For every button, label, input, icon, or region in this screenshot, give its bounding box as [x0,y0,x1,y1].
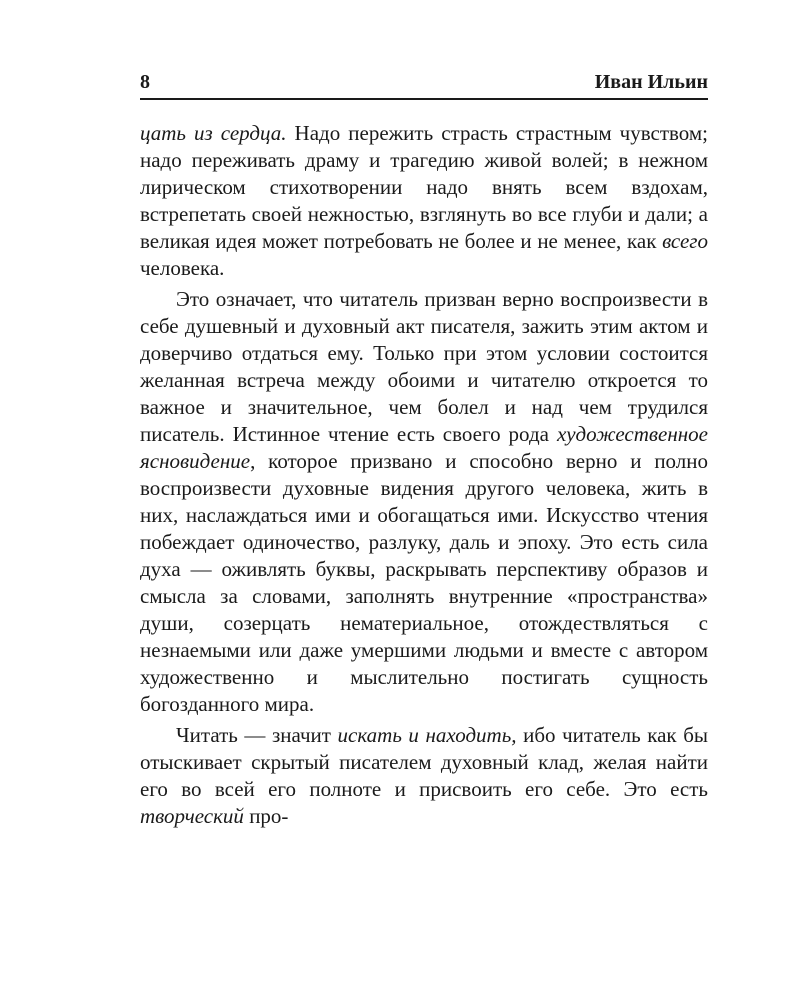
text-run: Это означает, что читатель призван верно воспроизвести в себе душевный и духовный акт писателя, зажить этим актом и доверчиво отдаться ему. Только при этом условии состоится желанная встреча между обоими и читателю откроется то важное и значительное, чем болел и над чем трудился писатель. Истинное чтение есть своего рода [140,287,708,446]
paragraph-3 [140,722,708,830]
text-run: Надо пережить страсть страстным чувством; надо переживать драму и трагедию живой волей; в нежном лирическом стихотворении надо внять всем вздохам, встрепетать своей нежностью, взглянуть во все глуби и дали; а великая идея может потребовать не более и не менее, как [140,121,709,253]
italic-phrase: творческий [140,804,244,828]
book-page [140,70,708,830]
running-title: Иван Ильин [594,71,708,93]
paragraph-2 [140,286,708,718]
text-run: человека. [140,256,225,280]
italic-phrase: художественное ясновидение [140,422,708,473]
italic-phrase: искать и находить, [337,723,517,747]
paragraph-1 [140,120,708,282]
text-run: Читать — значит [176,723,338,747]
text-run: , которое призвано и способно верно и полно воспроизвести духовные видения другого человека, жить в них, наслаждаться ими и обогащаться ими. Искусство чтения побеждает одиночество, разлуку, даль и эпоху. Это есть сила духа — оживлять буквы, раскрывать перспективу образов и смысла за словами, заполнять внутренние «пространства» души, созерцать нематериальное, отождествляться с незнаемыми или даже умершими людьми и вместе с автором художественно и мыслительно постигать сущность богозданного мира. [140,449,708,716]
body-text [140,120,708,830]
text-run: про- [243,804,289,828]
italic-phrase: всего [662,229,708,253]
italic-phrase: цать из сердца. [140,121,287,145]
running-header [140,70,708,100]
page-number: 8 [140,71,150,93]
text-run: ибо читатель как бы отыскивает скрытый писателем духовный клад, желая найти его во всей его полноте и присвоить его себе. Это есть [140,723,708,801]
